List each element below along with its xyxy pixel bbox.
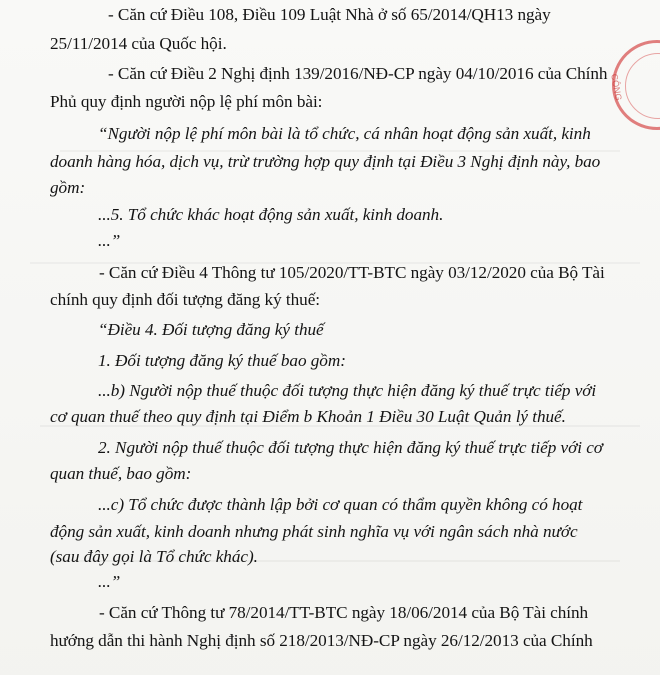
doc-line-19: động sản xuất, kinh doanh nhưng phát sinh nghĩa vụ với ngân sách nhà nước [50, 522, 578, 541]
doc-line-2: 25/11/2014 của Quốc hội. [50, 34, 227, 53]
doc-line-8: ...5. Tổ chức khác hoạt động sản xuất, kinh doanh. [98, 205, 444, 224]
doc-line-12: “Điều 4. Đối tượng đăng ký thuế [98, 320, 324, 339]
doc-line-14: ...b) Người nộp thuế thuộc đối tượng thực hiện đăng ký thuế trực tiếp với [98, 381, 597, 400]
doc-line-23: hướng dẫn thi hành Nghị định số 218/2013/NĐ-CP ngày 26/12/2013 của Chính [50, 631, 593, 650]
doc-line-11: chính quy định đối tượng đăng ký thuế: [50, 290, 320, 309]
doc-line-15: cơ quan thuế theo quy định tại Điểm b Khoản 1 Điều 30 Luật Quản lý thuế. [50, 407, 566, 426]
doc-line-21: ...” [98, 572, 121, 591]
doc-line-3: - Căn cứ Điều 2 Nghị định 139/2016/NĐ-CP ngày 04/10/2016 của Chính [108, 64, 608, 83]
doc-line-16: 2. Người nộp thuế thuộc đối tượng thực hiện đăng ký thuế trực tiếp với cơ [98, 438, 603, 457]
doc-line-9: ...” [98, 231, 121, 250]
doc-line-17: quan thuế, bao gồm: [50, 464, 192, 483]
doc-line-5: “Người nộp lệ phí môn bài là tổ chức, cá nhân hoạt động sản xuất, kinh [98, 124, 591, 143]
seal-text: CÔNG [609, 73, 624, 102]
doc-line-6: doanh hàng hóa, dịch vụ, trừ trường hợp quy định tại Điều 3 Nghị định này, bao [50, 152, 601, 171]
seal-inner-ring [625, 53, 660, 119]
doc-line-20: (sau đây gọi là Tổ chức khác). [50, 547, 258, 566]
doc-line-1: - Căn cứ Điều 108, Điều 109 Luật Nhà ở số 65/2014/QH13 ngày [108, 5, 551, 24]
doc-line-22: - Căn cứ Thông tư 78/2014/TT-BTC ngày 18/06/2014 của Bộ Tài chính [99, 603, 589, 622]
doc-line-7: gồm: [50, 178, 86, 197]
doc-line-13: 1. Đối tượng đăng ký thuế bao gồm: [98, 351, 346, 370]
red-seal-stamp [609, 40, 660, 130]
doc-line-18: ...c) Tổ chức được thành lập bởi cơ quan có thẩm quyền không có hoạt [98, 495, 583, 514]
doc-line-10: - Căn cứ Điều 4 Thông tư 105/2020/TT-BTC ngày 03/12/2020 của Bộ Tài [99, 263, 605, 282]
doc-line-4: Phủ quy định người nộp lệ phí môn bài: [50, 92, 323, 111]
